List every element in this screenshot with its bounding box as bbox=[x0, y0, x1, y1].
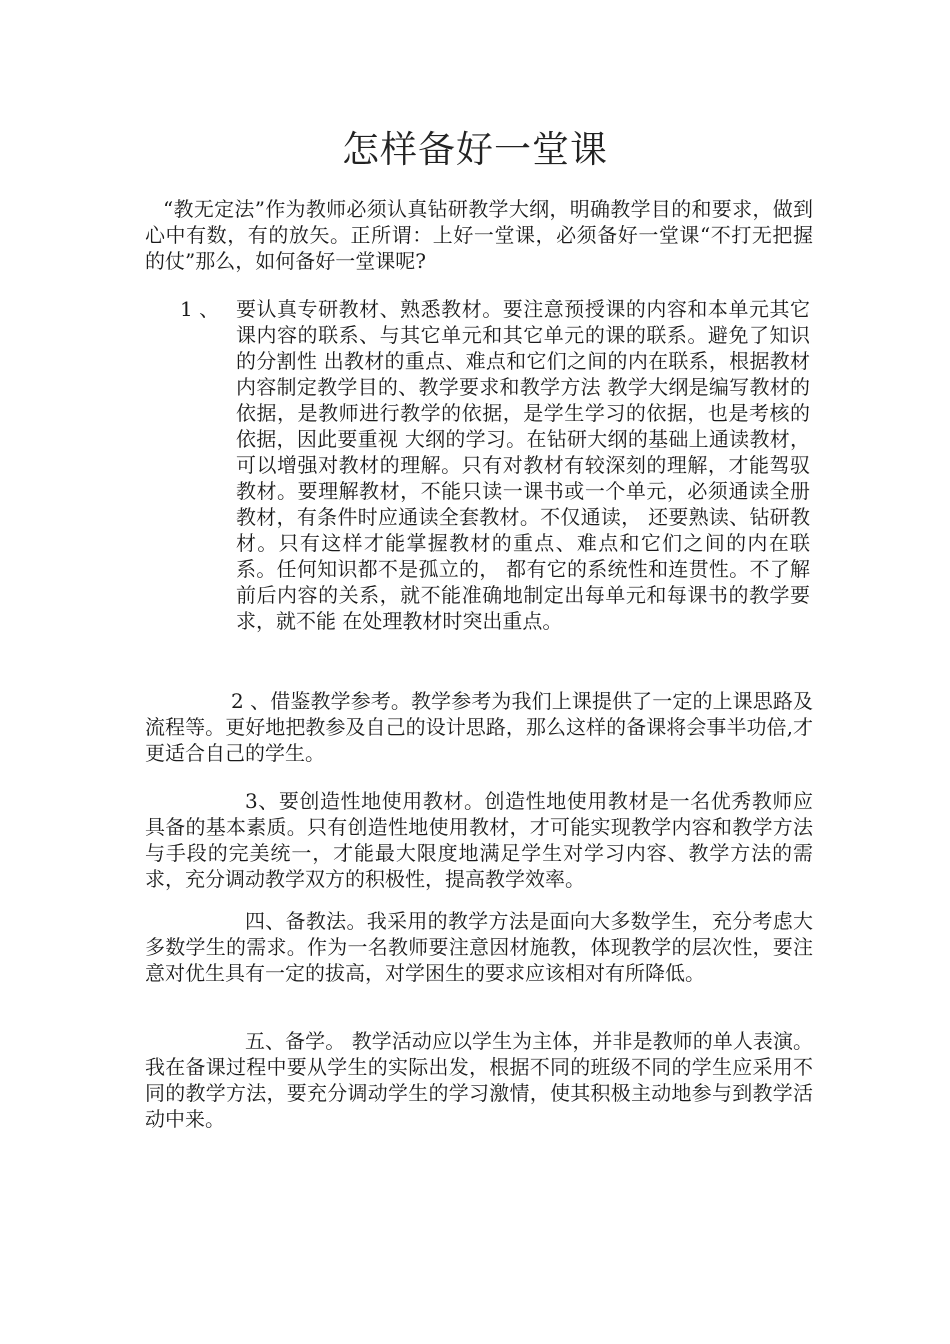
item1-number: 1 、 bbox=[180, 297, 220, 321]
item1-paragraph: 要认真专研教材、熟悉教材。要注意预授课的内容和本单元其它课内容的联系、与其它单元和其它单元的课的联系。避免了知识的分割性 出教材的重点、难点和它们之间的内在联系，根据教材内容制定教学目的、教学要求和教学方法 教学大纲是编写教材的依据，是教师进行教学的依据，是学生学习的依据，也是考核的依据，因此要重视 大纲的学习。在钻研大纲的基础上通读教材，可以增强对教材的理解。只有对教材有较深刻的理解，才能驾驭 教材。要理解教材，不能只读一课书或一个单元，必须通读全册教材，有条件时应通读全套教材。不仅通读， 还要熟读、钻研教材。只有这样才能掌握教材的重点、难点和它们之间的内在联系。任何知识都不是孤立的， 都有它的系统性和连贯性。不了解前后内容的关系，就不能准确地制定出每单元和每课书的教学要求，就不能 在处理教材时突出重点。 bbox=[236, 297, 810, 633]
item2-paragraph: 2 、借鉴教学参考。教学参考为我们上课提供了一定的上课思路及流程等。更好地把教参及自己的设计思路，那么这样的备课将会事半功倍,才更适合自己的学生。 bbox=[145, 689, 813, 765]
intro-paragraph: “教无定法”作为教师必须认真钻研教学大纲，明确教学目的和要求，做到心中有数，有的放矢。正所谓：上好一堂课，必须备好一堂课“不打无把握的仗”那么，如何备好一堂课呢? bbox=[145, 197, 813, 273]
item5-paragraph: 五、备学。 教学活动应以学生为主体，并非是教师的单人表演。 我在备课过程中要从学生的实际出发，根据不同的班级不同的学生应采用不同的教学方法，要充分调动学生的学习激情，使其积极主动地参与到教学活动中来。 bbox=[145, 1029, 813, 1131]
page-title: 怎样备好一堂课 bbox=[342, 128, 608, 171]
item4-paragraph: 四、备教法。我采用的教学方法是面向大多数学生，充分考虑大多数学生的需求。作为一名教师要注意因材施教，体现教学的层次性，要注意对优生具有一定的拔高，对学困生的要求应该相对有所降低。 bbox=[145, 909, 813, 985]
item3-paragraph: 3、要创造性地使用教材。创造性地使用教材是一名优秀教师应具备的基本素质。只有创造性地使用教材，才可能实现教学内容和教学方法与手段的完美统一，才能最大限度地满足学生对学习内容、教学方法的需求，充分调动教学双方的积极性，提高教学效率。 bbox=[145, 789, 813, 891]
